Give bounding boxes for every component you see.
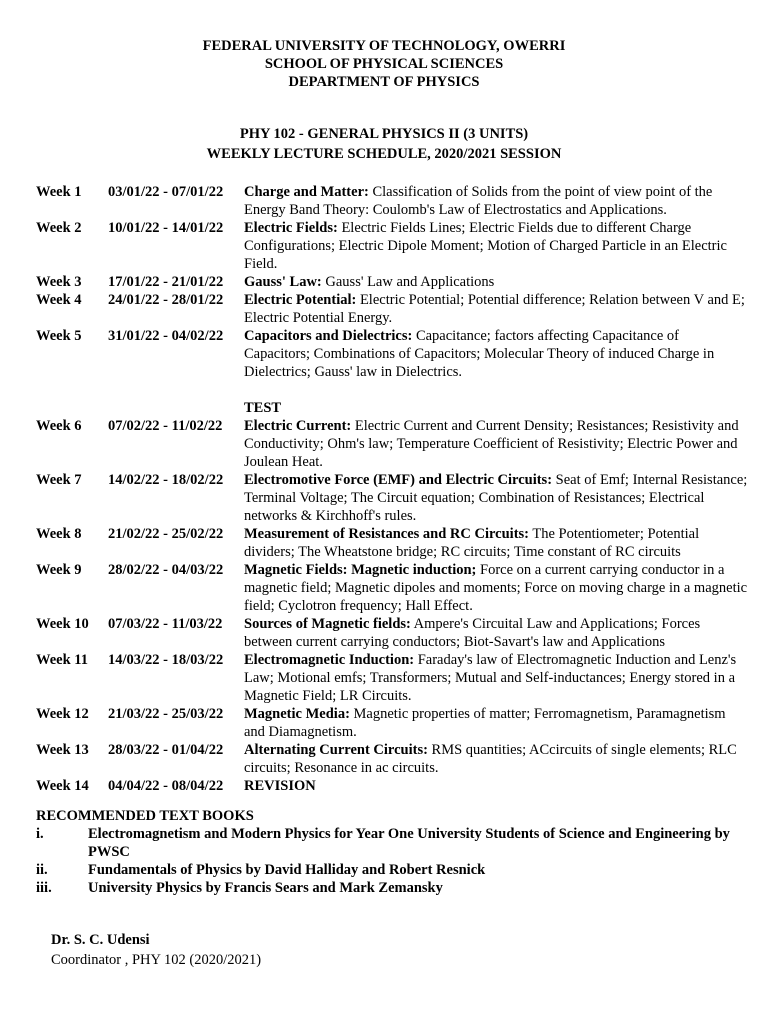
topic-details: The Potentiometer; Potential dividers; The Wheatstone bridge; RC circuits; Time constant of RC circuits	[244, 526, 700, 560]
table-row	[36, 561, 748, 615]
topic-details: Electric Fields Lines; Electric Fields due to different Charge Configurations; Electric Dipole Moment; Motion of Charged Particle in an Electric Field.	[244, 220, 727, 272]
week-description	[244, 327, 748, 381]
week-description	[244, 273, 748, 291]
topic-title: Electromotive Force (EMF) and Electric Circuits:	[244, 472, 553, 488]
course-title: PHY 102 - GENERAL PHYSICS II (3 UNITS)	[239, 126, 529, 142]
topic-title: REVISION	[244, 778, 316, 794]
topic-title: Electric Potential:	[244, 292, 357, 308]
table-row	[36, 777, 748, 795]
week-description	[244, 183, 748, 219]
week-dates: 10/01/22 - 14/01/22	[108, 220, 224, 236]
week-description	[244, 525, 748, 561]
week-label: Week 14	[36, 778, 89, 794]
table-row	[36, 651, 748, 705]
book-number: i.	[36, 826, 44, 842]
week-dates: 24/01/22 - 28/01/22	[108, 292, 224, 308]
week-description	[244, 705, 748, 741]
week-description	[244, 651, 748, 705]
topic-title: Capacitors and Dielectrics:	[244, 328, 413, 344]
week-dates: 21/03/22 - 25/03/22	[108, 706, 224, 722]
topic-details: Electric Potential; Potential difference; Relation between V and E; Electric Potential Energy.	[244, 292, 745, 326]
book-title: Fundamentals of Physics by David Halliday and Robert Resnick	[88, 862, 486, 878]
list-item	[36, 825, 748, 861]
topic-title: Magnetic Media:	[244, 706, 350, 722]
table-row	[36, 417, 748, 471]
week-description	[244, 777, 748, 795]
week-label: Week 7	[36, 472, 82, 488]
topic-details: Faraday's law of Electromagnetic Induction and Lenz's Law; Motional emfs; Transformers; Mutual and Self-inductances; Energy stored in a Magnetic Field; LR Circuits.	[244, 652, 737, 704]
book-title: Electromagnetism and Modern Physics for Year One University Students of Science and Engineering by PWSC	[88, 826, 730, 860]
test-row	[36, 399, 748, 417]
week-label: Week 8	[36, 526, 82, 542]
topic-details: Magnetic properties of matter; Ferromagnetism, Paramagnetism and Diamagnetism.	[244, 706, 726, 740]
week-label: Week 12	[36, 706, 89, 722]
coordinator-role: Coordinator , PHY 102 (2020/2021)	[51, 952, 262, 968]
week-label: Week 3	[36, 274, 82, 290]
week-label: Week 10	[36, 616, 89, 632]
week-description	[244, 417, 748, 471]
week-description	[244, 471, 748, 525]
week-dates: 17/01/22 - 21/01/22	[108, 274, 224, 290]
list-item	[36, 879, 748, 897]
week-dates: 14/02/22 - 18/02/22	[108, 472, 224, 488]
week-label: Week 11	[36, 652, 88, 668]
week-description	[244, 615, 748, 651]
week-description	[244, 741, 748, 777]
week-dates: 31/01/22 - 04/02/22	[108, 328, 224, 344]
topic-details: Classification of Solids from the point of view point of the Energy Band Theory: Coulomb's Law of Electrostatics and Applications.	[244, 184, 713, 218]
week-label: Week 1	[36, 184, 82, 200]
week-dates: 07/03/22 - 11/03/22	[108, 616, 223, 632]
table-row	[36, 183, 748, 219]
week-label: Week 6	[36, 418, 82, 434]
recommended-books	[36, 807, 748, 897]
table-row	[36, 525, 748, 561]
topic-title: Gauss' Law:	[244, 274, 322, 290]
week-description	[244, 561, 748, 615]
books-heading: RECOMMENDED TEXT BOOKS	[36, 808, 254, 824]
week-dates: 28/03/22 - 01/04/22	[108, 742, 224, 758]
topic-details: Capacitance; factors affecting Capacitance of Capacitors; Combinations of Capacitors; Molecular Theory of induced Charge in Dielectrics; Gauss' law in Dielectrics.	[244, 328, 715, 380]
table-row	[36, 219, 748, 273]
week-label: Week 13	[36, 742, 89, 758]
week-dates: 21/02/22 - 25/02/22	[108, 526, 224, 542]
week-label: Week 5	[36, 328, 82, 344]
week-description	[244, 291, 748, 327]
topic-title: Electric Current:	[244, 418, 352, 434]
week-label: Week 9	[36, 562, 82, 578]
table-row	[36, 615, 748, 651]
week-description	[244, 219, 748, 273]
table-row	[36, 291, 748, 327]
schedule-table	[36, 183, 748, 795]
week-label: Week 4	[36, 292, 82, 308]
book-title: University Physics by Francis Sears and Mark Zemansky	[88, 880, 443, 896]
week-dates: 14/03/22 - 18/03/22	[108, 652, 224, 668]
list-item	[36, 861, 748, 879]
topic-title: Magnetic Fields: Magnetic induction;	[244, 562, 477, 578]
week-dates: 28/02/22 - 04/03/22	[108, 562, 224, 578]
week-dates: 03/01/22 - 07/01/22	[108, 184, 224, 200]
topic-title: Electric Fields:	[244, 220, 338, 236]
topic-details: Force on a current carrying conductor in a magnetic field; Magnetic dipoles and moments; Force on moving charge in a magnetic field; Cyclotron frequency; Hall Effect.	[244, 562, 748, 614]
week-dates: 04/04/22 - 08/04/22	[108, 778, 224, 794]
table-row	[36, 705, 748, 741]
table-row	[36, 273, 748, 291]
coordinator-name: Dr. S. C. Udensi	[51, 932, 150, 948]
topic-title: Alternating Current Circuits:	[244, 742, 428, 758]
school-name: SCHOOL OF PHYSICAL SCIENCES	[264, 56, 504, 72]
test-label: TEST	[244, 400, 282, 416]
university-name: FEDERAL UNIVERSITY OF TECHNOLOGY, OWERRI	[202, 38, 566, 54]
book-number: ii.	[36, 862, 48, 878]
topic-details: RMS quantities; ACcircuits of single elements; RLC circuits; Resonance in ac circuits.	[244, 742, 737, 776]
department-name: DEPARTMENT OF PHYSICS	[288, 74, 480, 90]
topic-title: Charge and Matter:	[244, 184, 369, 200]
spacer	[36, 381, 748, 399]
table-row	[36, 741, 748, 777]
topic-title: Electromagnetic Induction:	[244, 652, 415, 668]
topic-details: Electric Current and Current Density; Resistances; Resistivity and Conductivity; Ohm's law; Temperature Coefficient of Resistivity; Electric Power and Joulean Heat.	[244, 418, 739, 470]
topic-details: Gauss' Law and Applications	[321, 274, 495, 290]
table-row	[36, 471, 748, 525]
topic-details: Ampere's Circuital Law and Applications; Forces between current carrying conductors; Biot-Savart's law and Applications	[244, 616, 701, 650]
week-dates: 07/02/22 - 11/02/22	[108, 418, 223, 434]
topic-details: Seat of Emf; Internal Resistance; Terminal Voltage; The Circuit equation; Combination of Resistances; Electrical networks & Kirchhoff's rules.	[244, 472, 748, 524]
week-label: Week 2	[36, 220, 82, 236]
schedule-title: WEEKLY LECTURE SCHEDULE, 2020/2021 SESSION	[206, 146, 562, 162]
topic-title: Sources of Magnetic fields:	[244, 616, 411, 632]
topic-title: Measurement of Resistances and RC Circuits:	[244, 526, 530, 542]
book-number: iii.	[36, 880, 52, 896]
table-row	[36, 327, 748, 381]
